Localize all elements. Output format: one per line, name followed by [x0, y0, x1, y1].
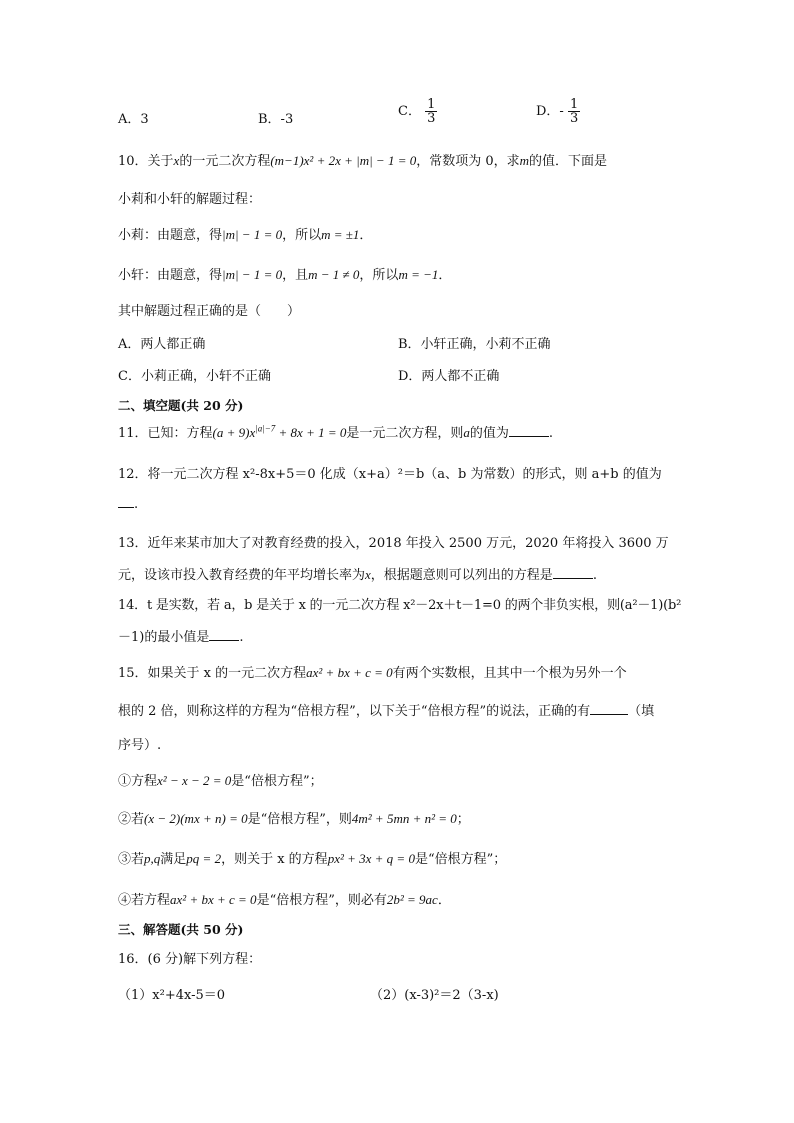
q11-equation-rest: + 8x + 1 = 0 — [275, 425, 347, 440]
q12-line1: 12．将一元二次方程 x²-8x+5＝0 化成（x+a）²＝b（a、b 为常数）的形式，则 a+b 的值为 — [118, 467, 662, 482]
xiaoli-prefix: 小莉：由题意，得 — [118, 228, 223, 243]
section-3-heading: 三、解答题(共 50 分) — [118, 922, 244, 937]
q11-exponent: |a|−7 — [255, 423, 276, 434]
q15-line1 — [118, 662, 627, 681]
answer-blank[interactable] — [553, 578, 593, 579]
item-suffix: ； — [456, 812, 470, 827]
q10-line1 — [118, 150, 607, 169]
item-prefix: 若 — [131, 812, 145, 827]
item-equation: x² − x − 2 = 0 — [157, 773, 232, 788]
item-prefix: 若 — [131, 852, 145, 867]
q11-equation-base: (a + 9)x — [212, 425, 256, 440]
q12-period: . — [134, 497, 139, 512]
answer-blank[interactable] — [509, 436, 549, 437]
item-mid2: ，则关于 x 的方程 — [221, 852, 328, 867]
item-result: 4m² + 5mn + n² = 0 — [351, 811, 457, 826]
item-suffix: 是“倍根方程”； — [231, 774, 323, 789]
q13-line1: 13．近年来某市加大了对教育经费的投入，2018 年投入 2500 万元，2020 年将投入 3600 万 — [118, 536, 669, 551]
q10-question: 其中解题过程正确的是（ ） — [118, 304, 301, 319]
xiaoli-end: ． — [359, 228, 373, 243]
item-number: ④ — [118, 893, 132, 908]
q10-option-c: C．小莉正确，小轩不正确 — [118, 369, 271, 384]
item-vars: p,q — [144, 851, 161, 866]
var-m: m — [519, 153, 530, 168]
q9-option-c — [398, 98, 437, 125]
item-number: ② — [118, 812, 132, 827]
answer-blank[interactable] — [209, 640, 239, 641]
q12-line2 — [118, 497, 138, 512]
q15-item-4 — [118, 889, 451, 908]
xiaoxuan-condition: m − 1 ≠ 0 — [308, 267, 360, 282]
xiaoli-equation: |m| − 1 = 0 — [222, 227, 283, 242]
item-equation: (x − 2)(mx + n) = 0 — [144, 811, 248, 826]
q10-mid: 的一元二次方程 — [179, 154, 271, 169]
q9-option-a: A．3 — [118, 112, 149, 127]
item-mid: 满足 — [160, 852, 187, 867]
q15-line2 — [118, 700, 654, 719]
q11-end: 的值为 — [469, 426, 509, 441]
q14-prefix: －1)的最小值是 — [118, 630, 210, 645]
q9-option-d-fraction — [568, 98, 580, 125]
xiaoxuan-end: ． — [438, 268, 452, 283]
q11-prefix: 11．已知：方程 — [118, 426, 213, 441]
q11-mid: 是一元二次方程，则 — [346, 426, 464, 441]
fraction-denominator: 3 — [569, 111, 579, 126]
q10-xiaoxuan — [118, 264, 451, 283]
q16-part-1: （1）x²+4x-5＝0 — [118, 988, 226, 1003]
q13-period: . — [592, 568, 597, 583]
answer-blank[interactable] — [590, 714, 628, 715]
q9-option-d — [536, 98, 580, 125]
q9-option-b: B．-3 — [258, 112, 294, 127]
var-x: x — [365, 567, 371, 582]
item-mid: 是“倍根方程”，则 — [247, 812, 352, 827]
q10-suffix: ，常数项为 0，求 — [416, 154, 520, 169]
q10-end: 的值．下面是 — [529, 154, 608, 169]
q15-item-1 — [118, 770, 323, 789]
q13-mid: ，根据题意则可以列出的方程是 — [370, 568, 553, 583]
q9-option-d-label: D．- — [536, 104, 564, 119]
xiaoli-mid: ，所以 — [282, 228, 322, 243]
q15-line2-prefix: 根的 2 倍，则称这样的方程为“倍根方程”，以下关于“倍根方程”的说法，正确的有 — [118, 704, 591, 719]
q10-line2: 小莉和小轩的解题过程： — [118, 192, 262, 207]
xiaoxuan-result: m = −1 — [398, 267, 439, 282]
q10-option-a: A．两人都正确 — [118, 337, 206, 352]
xiaoli-result: m = ±1 — [321, 227, 360, 242]
var-a: a — [463, 425, 470, 440]
q11-period: . — [548, 426, 554, 441]
q15-prefix: 15．如果关于 x 的一元二次方程 — [118, 666, 307, 681]
q15-item-2 — [118, 808, 470, 827]
item-prefix: 若方程 — [131, 893, 171, 908]
q14-line2 — [118, 626, 243, 645]
q13-line2 — [118, 564, 597, 583]
q16-title: 16．(6 分)解下列方程： — [118, 952, 262, 967]
xiaoxuan-mid2: ，所以 — [359, 268, 399, 283]
q10-equation: (m−1)x² + 2x + |m| − 1 = 0 — [270, 153, 417, 168]
xiaoxuan-mid: ，且 — [282, 268, 309, 283]
item-mid: 是“倍根方程”，则必有 — [256, 893, 387, 908]
section-2-heading: 二、填空题(共 20 分) — [118, 398, 244, 413]
q11 — [118, 422, 553, 441]
q13-prefix: 元，设该市投入教育经费的年平均增长率为 — [118, 568, 366, 583]
q14-line1: 14．t 是实数，若 a，b 是关于 x 的一元二次方程 x²－2x＋t－1=0 的两个非负实根，则(a²－1)(b² — [118, 598, 682, 613]
q15-line3: 序号）. — [118, 738, 162, 753]
q15-line2-suffix: （填 — [628, 704, 655, 719]
q10-xiaoli — [118, 224, 372, 243]
q15-item-3 — [118, 848, 506, 867]
item-prefix: 方程 — [131, 774, 158, 789]
xiaoxuan-equation: |m| − 1 = 0 — [222, 267, 283, 282]
q16-part-2: （2）(x-3)²＝2（3-x) — [370, 988, 499, 1003]
q15-suffix: 有两个实数根，且其中一个根为另外一个 — [392, 666, 627, 681]
var-x: x — [173, 153, 180, 168]
q10-prefix: 10．关于 — [118, 154, 174, 169]
q10-option-d: D．两人都不正确 — [398, 369, 500, 384]
fraction-numerator: 1 — [569, 97, 579, 112]
q9-option-c-fraction — [425, 98, 437, 125]
fraction-denominator: 3 — [427, 111, 436, 126]
q10-option-b: B．小轩正确，小莉不正确 — [398, 337, 551, 352]
answer-blank[interactable] — [118, 507, 134, 508]
q14-period: . — [239, 630, 244, 645]
q9-option-c-label: C． — [398, 104, 421, 119]
item-number: ③ — [118, 852, 132, 867]
xiaoxuan-prefix: 小轩：由题意，得 — [118, 268, 223, 283]
item-number: ① — [118, 774, 132, 789]
fraction-numerator: 1 — [427, 97, 436, 112]
item-suffix: ． — [437, 893, 451, 908]
item-suffix: 是“倍根方程”； — [414, 852, 507, 867]
q15-equation: ax² + bx + c = 0 — [306, 665, 393, 680]
item-equation: px² + 3x + q = 0 — [327, 851, 415, 866]
item-equation: ax² + bx + c = 0 — [170, 892, 257, 907]
item-result: 2b² = 9ac — [386, 892, 438, 907]
item-condition: pq = 2 — [186, 851, 222, 866]
